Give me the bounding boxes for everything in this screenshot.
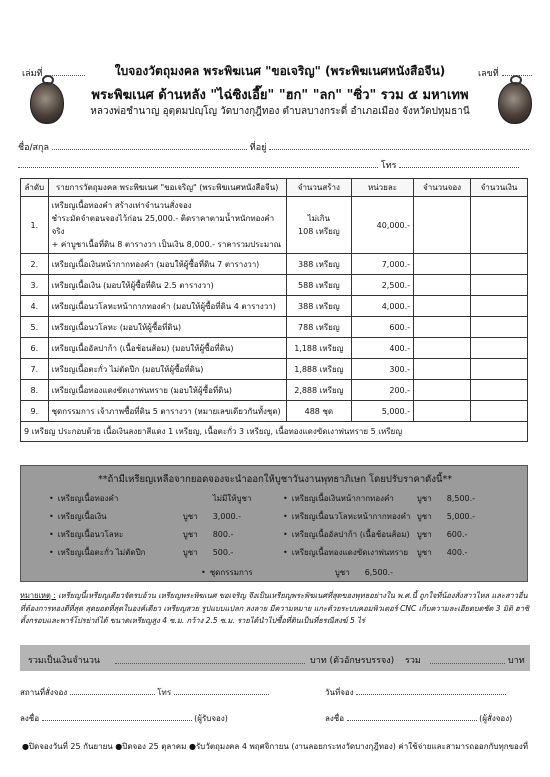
book-number-label: เล่มที่ [22, 66, 85, 80]
table-row [21, 254, 528, 275]
row-item: เหรียญเนื้อเงินหน้ากากทองคำ (มอบให้ผู้ซื้อที่ดิน 7 ตารางวา) [48, 254, 286, 275]
leftover-item-left [49, 528, 233, 541]
notes-label: หมายเหตุ : [20, 591, 56, 600]
address-field[interactable] [269, 149, 529, 150]
leftover-item-label: บูชา [416, 530, 432, 539]
phone-label: โทร [380, 161, 397, 171]
set-note: 9 เหรียญ ประกอบด้วย เนื้อเงินลงยาสีแดง 1 เหรียญ, เนื้อตะกั่ว 3 เหรียญ, เนื้อทองแดงขัดเงาพ่นทราย 5 เหรียญ [21, 422, 528, 442]
bullet-icon: • [283, 512, 288, 521]
phone-line [18, 158, 519, 172]
leftover-item-price: 600.- [446, 530, 468, 539]
leftover-item-right [283, 492, 475, 505]
order-date-line: วันที่จอง [325, 686, 506, 699]
table-row [21, 296, 528, 317]
row-amount[interactable] [471, 338, 528, 359]
row-item: เหรียญเนื้ออัลปาก้า (เนื้อช้อนส้อม) (มอบให้ผู้ซื้อที่ดิน) [48, 338, 286, 359]
row-price: 40,000.- [351, 197, 413, 254]
row-quantity: 2,888 เหรียญ [286, 380, 351, 401]
table-row [21, 275, 528, 296]
order-table [20, 178, 528, 442]
name-field[interactable] [52, 149, 247, 150]
words-label: บาท (ตัวอักษรบรรจง) [310, 656, 395, 666]
row-amount[interactable] [471, 317, 528, 338]
leftover-heading: **ถ้ามีเหรียญเหลือจากยอดจองจะนำออกให้บูชาวันงานพุทธาภิเษก โดยปรับราคาดังนี้** [98, 474, 452, 485]
row-number: 7. [21, 359, 49, 380]
row-amount[interactable] [471, 380, 528, 401]
table-row [21, 317, 528, 338]
bullet-icon: • [49, 530, 54, 539]
temple-line: หลวงพ่อชำนาญ อุตฺตมปญฺโญ วัดบางกุฎีทอง ตำบลบางกระดี่ อำเภอเมือง จังหวัดปทุมธานี [90, 106, 470, 117]
leftover-item-price: 8,500.- [446, 494, 476, 503]
leftover-item-price: 6,500.- [364, 568, 394, 577]
row-number: 1. [21, 197, 49, 254]
order-date-field[interactable] [356, 694, 506, 695]
row-amount[interactable] [471, 296, 528, 317]
row-item: เหรียญเนื้อทองคำ สร้างเท่าจำนวนสั่งจอง ชำระมัดจำตอนจองไว้ก่อน 25,000.- ติดราคาตามน้ำหนักทองคำจริง + ค่าบูชาเนื้อที่ดิน 8 ตารางวา เป็นเงิน 8,000.- ราคารวมประมาณ [48, 197, 286, 254]
row-quantity: 1,188 เหรียญ [286, 338, 351, 359]
order-place-line: สถานที่สั่งจอง โทร [20, 686, 269, 699]
row-number: 6. [21, 338, 49, 359]
leftover-item-price: 500.- [212, 548, 234, 557]
leftover-item-price: 5,000.- [446, 512, 476, 521]
leftover-item-committee [201, 566, 393, 579]
row-number: 4. [21, 296, 49, 317]
leftover-item-left [49, 510, 241, 523]
row-quantity: 1,888 เหรียญ [286, 359, 351, 380]
table-row [21, 338, 528, 359]
row-price: 2,500.- [351, 275, 413, 296]
leftover-item-label: บูชา [416, 494, 432, 503]
leftover-item-left [49, 492, 251, 505]
serial-number-label: เลขที่ [478, 66, 532, 80]
row-item: เหรียญเนื้อตะกั่ว ไม่ตัดปีก (มอบให้ผู้ซื้อที่ดิน) [48, 359, 286, 380]
row-item: เหรียญเนื้อนวโลหะ (มอบให้ผู้ซื้อที่ดิน) [48, 317, 286, 338]
row-order-count[interactable] [414, 359, 471, 380]
receiver-signature-field[interactable] [42, 720, 192, 721]
row-order-count[interactable] [414, 317, 471, 338]
col-header-amount: จำนวนเงิน [471, 179, 528, 197]
table-row [21, 197, 528, 254]
leftover-item-name: เหรียญเนื้อทองคำ [57, 494, 119, 503]
row-number: 3. [21, 275, 49, 296]
row-price: 300.- [351, 359, 413, 380]
leftover-item-name: เหรียญเนื้ออัลปาก้า (เนื้อช้อนส้อม) [291, 530, 410, 539]
row-price: 4,000.- [351, 296, 413, 317]
leftover-price-box [20, 465, 528, 582]
amulet-image-right [498, 82, 532, 124]
leftover-item-name: เหรียญเนื้อทองแดงขัดเงาพ่นทราย [291, 548, 409, 557]
address-field-2[interactable] [18, 167, 378, 168]
bullet-icon: • [49, 548, 54, 557]
leftover-item-label: บูชา [182, 512, 198, 521]
order-phone-field[interactable] [174, 694, 269, 695]
leftover-item-label: บูชา [182, 548, 198, 557]
leftover-item-label: บูชา [182, 530, 198, 539]
receiver-signature-line: ลงชื่อ (ผู้รับจอง) [20, 714, 228, 723]
row-item: เหรียญเนื้อเงิน (มอบให้ผู้ซื้อที่ดิน 2.5 ตารางวา) [48, 275, 286, 296]
table-row [21, 401, 528, 422]
row-quantity: 388 เหรียญ [286, 296, 351, 317]
grand-total-label: รวม [405, 656, 421, 666]
leftover-item-label: บูชา [416, 512, 432, 521]
row-item: เหรียญเนื้อทองแดงขัดเงาพ่นทราย (มอบให้ผู้ซื้อที่ดิน) [48, 380, 286, 401]
bullet-icon: • [49, 512, 54, 521]
row-amount[interactable] [471, 359, 528, 380]
row-price: 200.- [351, 380, 413, 401]
leftover-item-name: เหรียญเนื้อนวโลหะ [57, 530, 124, 539]
col-header-qty: จำนวนสร้าง [286, 179, 351, 197]
phone-field[interactable] [399, 167, 519, 168]
row-price: 5,000.- [351, 401, 413, 422]
total-amount-field[interactable] [115, 654, 305, 664]
row-order-count[interactable] [414, 380, 471, 401]
row-order-count[interactable] [414, 275, 471, 296]
leftover-item-right [283, 528, 467, 541]
leftover-item-name: เหรียญเนื้อตะกั่ว ไม่ตัดปีก [57, 548, 146, 557]
name-label: ชื่อ/สกุล [18, 143, 50, 153]
row-order-count[interactable] [414, 296, 471, 317]
row-order-count[interactable] [414, 197, 471, 254]
total-bar [20, 645, 530, 671]
form-subtitle: พระพิฆเนศ ด้านหลัง "ไฉ่ซิงเอี๊ย" "ฮก" "ลก" "ซิ่ว" รวม ๕ มหาเทพ [91, 88, 469, 103]
leftover-item-right [283, 546, 467, 559]
leftover-item-right [283, 510, 475, 523]
row-price: 600.- [351, 317, 413, 338]
leftover-item-name: ชุดกรรมการ [209, 568, 253, 577]
row-quantity: 388 เหรียญ [286, 254, 351, 275]
col-header-price: หน่วยละ [351, 179, 413, 197]
row-quantity: ไม่เกิน 108 เหรียญ [286, 197, 351, 254]
leftover-item-price: 800.- [212, 530, 234, 539]
row-order-count[interactable] [414, 338, 471, 359]
table-row [21, 380, 528, 401]
orderer-signature-field[interactable] [347, 720, 477, 721]
row-quantity: 788 เหรียญ [286, 317, 351, 338]
col-header-item: รายการวัตถุมงคล พระพิฆเนศ "ขอเจริญ" (พระพิฆเนศหนังสือจีน) [48, 179, 286, 197]
row-number: 2. [21, 254, 49, 275]
row-amount[interactable] [471, 254, 528, 275]
leftover-item-price: ไม่มีให้บูชา [212, 494, 252, 503]
bullet-icon: • [283, 548, 288, 557]
row-number: 9. [21, 401, 49, 422]
bullet-icon: • [283, 494, 288, 503]
bullet-icon: • [49, 494, 54, 503]
row-amount[interactable] [471, 197, 528, 254]
table-header-row [21, 179, 528, 197]
footer-dates: ●ปิดจองวันที่ 25 กันยายน ●ปิดจอง 25 ตุลาคม ●รับวัตถุมงคล 4 พฤศจิกายน (งานลอยกระทงวัดบางกุฎีทอง) ค่าใช้จ่ายและสามารถออกกับทุกของที่ [21, 742, 529, 751]
name-address-line [18, 140, 529, 154]
document-header [0, 0, 550, 130]
row-order-count[interactable] [414, 401, 471, 422]
grand-total-field[interactable] [430, 654, 505, 664]
row-order-count[interactable] [414, 254, 471, 275]
table-row [21, 359, 528, 380]
col-header-order: จำนวนจอง [414, 179, 471, 197]
set-note-row [21, 422, 528, 442]
row-price: 400.- [351, 338, 413, 359]
baht-label: บาท [508, 656, 525, 666]
bullet-icon: • [283, 530, 288, 539]
col-header-no: ลำดับ [21, 179, 49, 197]
row-item: ชุดกรรมการ เจ้าภาพซื้อที่ดิน 5 ตารางวา (หมายเลขเดียวกันทั้งชุด) [48, 401, 286, 422]
orderer-signature-line: ลงชื่อ (ผู้สั่งจอง) [325, 714, 513, 723]
form-title: ใบจองวัตถุมงคล พระพิฆเนศ "ขอเจริญ" (พระพิฆเนศหนังสือจีน) [114, 64, 446, 78]
leftover-item-label: บูชา [334, 568, 350, 577]
row-number: 5. [21, 317, 49, 338]
leftover-item-name: เหรียญเนื้อเงิน [57, 512, 107, 521]
leftover-item-price: 3,000.- [212, 512, 242, 521]
total-label: รวมเป็นเงินจำนวน [28, 656, 101, 666]
row-price: 7,000.- [351, 254, 413, 275]
notes-section [20, 590, 530, 628]
row-quantity: 488 ชุด [286, 401, 351, 422]
row-quantity: 588 เหรียญ [286, 275, 351, 296]
order-place-field[interactable] [70, 694, 155, 695]
leftover-item-name: เหรียญเนื้อเงินหน้ากากทองคำ [291, 494, 394, 503]
amulet-image-left [30, 82, 64, 124]
leftover-item-name: เหรียญเนื้อนวโลหะหน้ากากทองคำ [291, 512, 411, 521]
notes-text: เหรียญนี้เหรียญเดียวจัดรบอ้วน เหรียญพระพิฆเนศ ขอเจริญ จึงเป็นเหรียญพระพิฆเนศที่สุดของพุทธอย่างใน พ.ศ.นี้ ถูกใจที่น้องสั่งสาวไหล และสาวอื่น ที่ต้องการทองดีที่สุด สุดยอดที่สุดในองค์เดียว เหรียญสวย รูปแบบแปลก ลงลาย มีความหมาย แกะด้วยระบบคอมพิวเตอร์ CNC เก็บความละเอียดบดชัด 3 มิติ ฮาซิตั้งกรอบและพาร์โปรย่าถ์ได้ ขนาดเหรียญสูง 4 ซ.ม. กว้าง 2.5 ซ.ม. รายได้นำไปซื้อที่ดินเป็นที่ธรณีสงฆ์ 5 ไร่ [20, 591, 530, 625]
row-amount[interactable] [471, 401, 528, 422]
row-item: เหรียญเนื้อนวโลหะหน้ากากทองคำ (มอบให้ผู้ซื้อที่ดิน 4 ตารางวา) [48, 296, 286, 317]
address-label: ที่อยู่ [249, 143, 267, 153]
row-number: 8. [21, 380, 49, 401]
leftover-item-left [49, 546, 233, 559]
leftover-item-label: บูชา [416, 548, 432, 557]
row-amount[interactable] [471, 275, 528, 296]
bullet-icon: • [201, 568, 206, 577]
leftover-item-price: 400.- [446, 548, 468, 557]
